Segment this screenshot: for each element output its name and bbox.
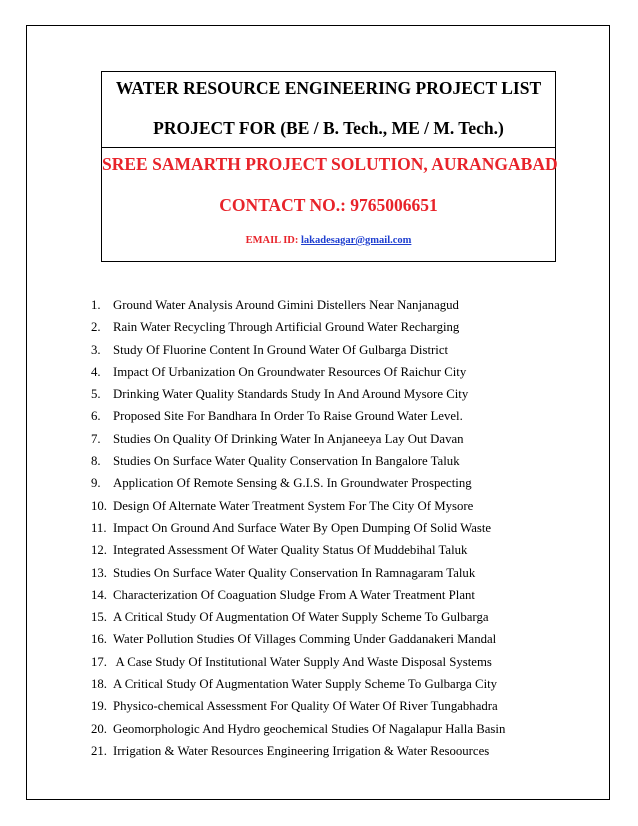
list-item-number: 8. — [91, 454, 101, 469]
list-item-title: A Case Study Of Institutional Water Supply And Waste Disposal Systems — [113, 654, 492, 669]
list-item-title: Impact Of Urbanization On Groundwater Resources Of Raichur City — [113, 364, 467, 379]
list-item-title: Proposed Site For Bandhara In Order To Raise Ground Water Level. — [113, 409, 463, 424]
list-item-title: Studies On Surface Water Quality Conservation In Ramnagaram Taluk — [113, 565, 476, 580]
list-item — [91, 495, 505, 517]
list-item — [91, 606, 505, 628]
list-item-title: Water Pollution Studies Of Villages Comming Under Gaddanakeri Mandal — [113, 632, 497, 647]
list-item-number: 20. — [91, 721, 107, 736]
list-item — [91, 428, 505, 450]
project-list — [91, 294, 505, 762]
page-subtitle: PROJECT FOR (BE / B. Tech., ME / M. Tech.) — [153, 118, 504, 138]
list-item-title: Application Of Remote Sensing & G.I.S. In Groundwater Prospecting — [113, 476, 472, 491]
header-divider — [102, 147, 555, 148]
list-item — [91, 718, 505, 740]
company-name: SREE SAMARTH PROJECT SOLUTION, AURANGABAD — [102, 154, 558, 174]
list-item-title: Integrated Assessment Of Water Quality Status Of Muddebihal Taluk — [113, 543, 468, 558]
list-item-title: Design Of Alternate Water Treatment System For The City Of Mysore — [113, 498, 474, 513]
list-item-number: 17. — [91, 654, 107, 669]
email-label: EMAIL ID: — [245, 235, 302, 246]
list-item-number: 5. — [91, 387, 101, 402]
list-item-title: Characterization Of Coaguation Sludge From A Water Treatment Plant — [113, 587, 475, 602]
email-link[interactable]: lakadesagar@gmail.com — [301, 235, 412, 246]
list-item-title: Impact On Ground And Surface Water By Open Dumping Of Solid Waste — [113, 520, 492, 535]
page-title: WATER RESOURCE ENGINEERING PROJECT LIST — [115, 78, 542, 98]
list-item-title: A Critical Study Of Augmentation Water Supply Scheme To Gulbarga City — [113, 677, 498, 692]
list-item — [91, 695, 505, 717]
list-item-number: 13. — [91, 565, 107, 580]
list-item-number: 2. — [91, 320, 101, 335]
list-item — [91, 450, 505, 472]
list-item — [91, 361, 505, 383]
contact-number: CONTACT NO.: 9765006651 — [219, 195, 438, 215]
list-item-title: Geomorphologic And Hydro geochemical Studies Of Nagalapur Halla Basin — [113, 721, 506, 736]
list-item-number: 9. — [91, 476, 101, 491]
list-item-number: 6. — [91, 409, 101, 424]
list-item — [91, 405, 505, 427]
list-item — [91, 562, 505, 584]
list-item-title: Irrigation & Water Resources Engineering Irrigation & Water Resoources — [113, 743, 490, 758]
list-item — [91, 472, 505, 494]
list-item — [91, 294, 505, 316]
list-item-title: Studies On Surface Water Quality Conservation In Bangalore Taluk — [113, 454, 460, 469]
list-item-title: Ground Water Analysis Around Gimini Distellers Near Nanjanagud — [113, 298, 459, 312]
list-item — [91, 651, 505, 673]
list-item — [91, 316, 505, 338]
list-item-number: 3. — [91, 342, 101, 357]
list-item-number: 7. — [91, 431, 101, 446]
list-item — [91, 584, 505, 606]
list-item-number: 12. — [91, 543, 107, 558]
list-item-number: 21. — [91, 743, 107, 758]
list-item-number: 18. — [91, 677, 107, 692]
list-item-number: 19. — [91, 699, 107, 714]
list-item — [91, 517, 505, 539]
list-item-title: Studies On Quality Of Drinking Water In Anjaneeya Lay Out Davan — [113, 431, 464, 446]
list-item-number: 10. — [91, 498, 107, 513]
list-item-title: A Critical Study Of Augmentation Of Water Supply Scheme To Gulbarga — [113, 610, 489, 625]
list-item — [91, 740, 505, 762]
list-item-number: 11. — [91, 520, 107, 535]
list-item-number: 1. — [91, 298, 101, 312]
list-item-number: 14. — [91, 587, 107, 602]
list-item-number: 16. — [91, 632, 107, 647]
list-item — [91, 628, 505, 650]
list-item-number: 15. — [91, 610, 107, 625]
list-item — [91, 673, 505, 695]
list-item — [91, 539, 505, 561]
list-item-title: Rain Water Recycling Through Artificial Ground Water Recharging — [113, 320, 460, 335]
email-line — [102, 235, 555, 246]
header-box — [101, 71, 556, 262]
list-item-title: Study Of Fluorine Content In Ground Water Of Gulbarga District — [113, 342, 449, 357]
list-item-title: Physico-chemical Assessment For Quality Of Water Of River Tungabhadra — [113, 699, 498, 714]
list-item-title: Drinking Water Quality Standards Study In And Around Mysore City — [113, 387, 469, 402]
list-item — [91, 383, 505, 405]
list-item-number: 4. — [91, 364, 101, 379]
list-item — [91, 339, 505, 361]
